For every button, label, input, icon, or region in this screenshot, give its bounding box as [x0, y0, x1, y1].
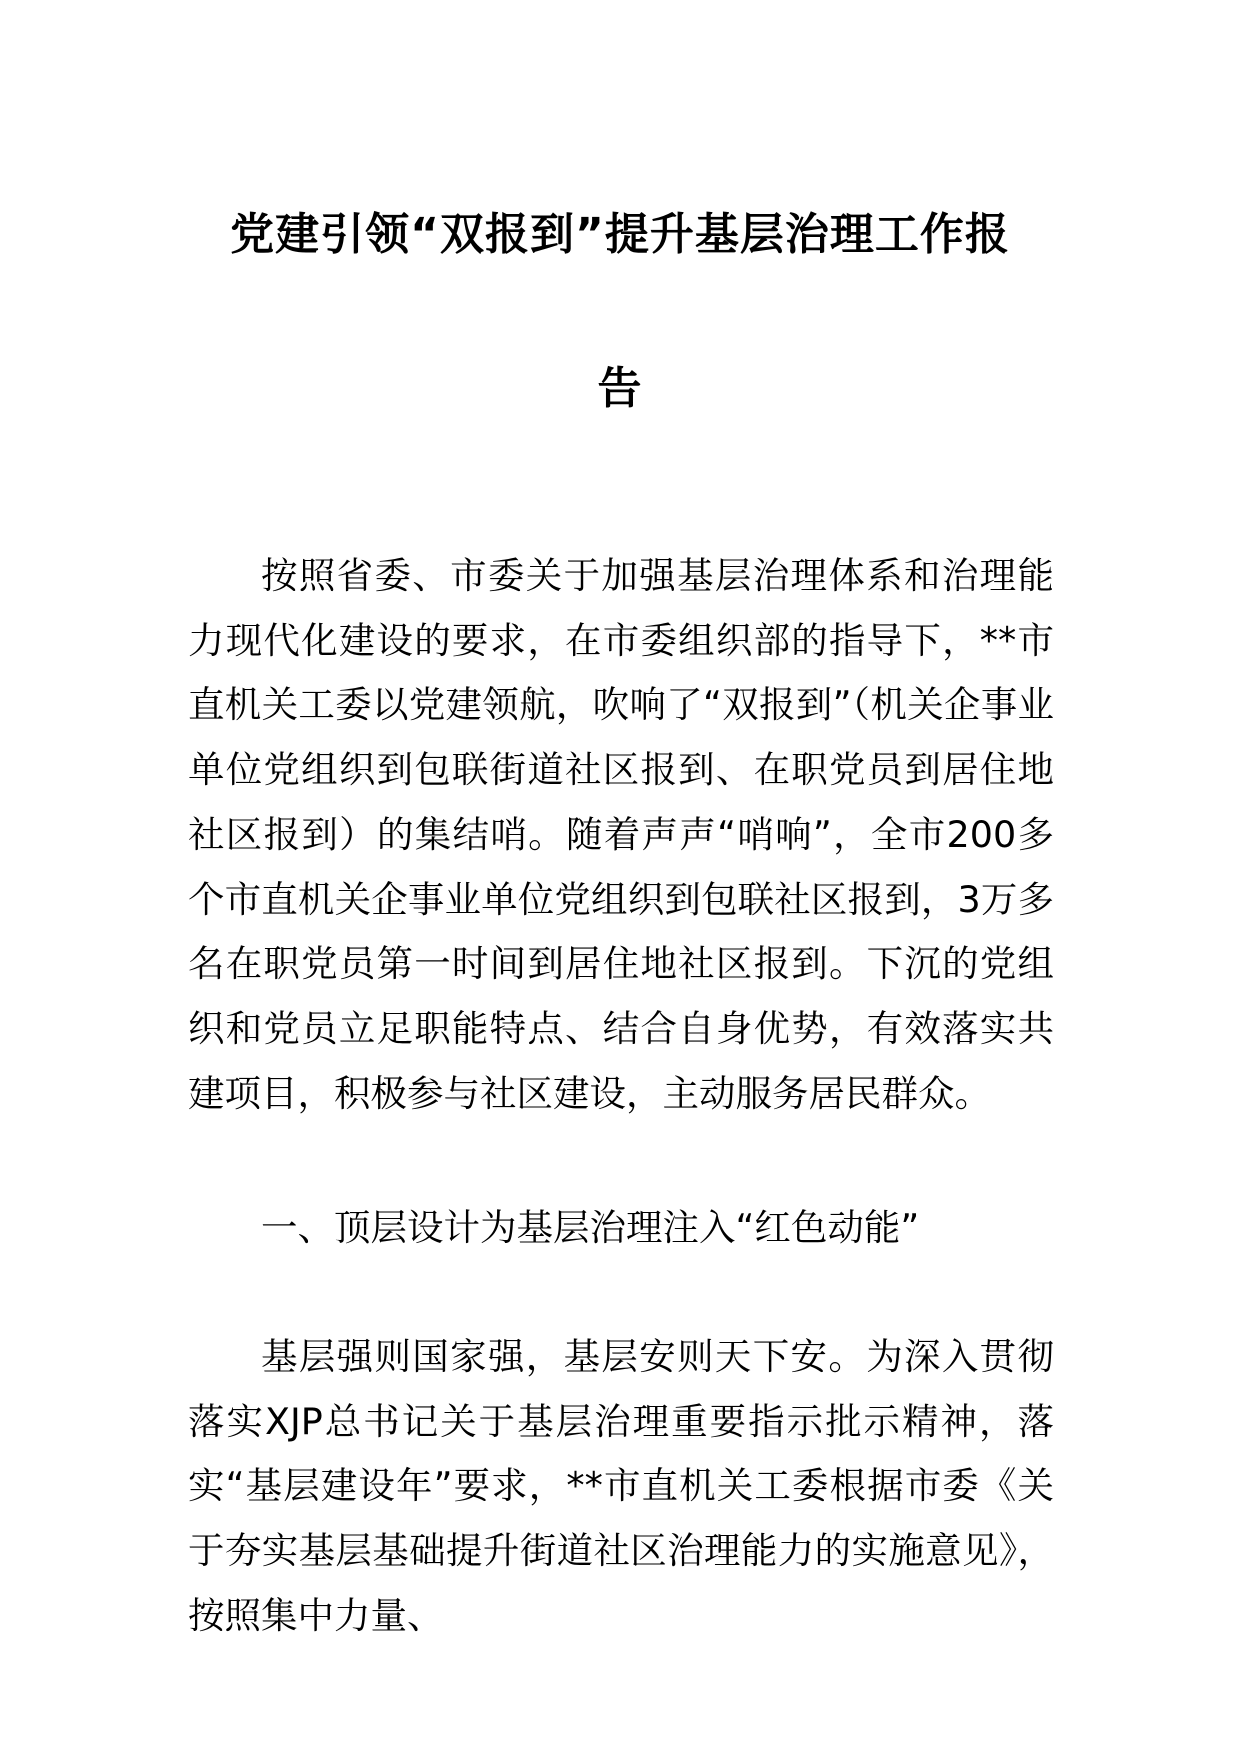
document-title-line-1: 党建引领“双报到”提升基层治理工作报: [230, 209, 1010, 260]
paragraph-intro-text: 按照省委、市委关于加强基层治理体系和治理能力现代化建设的要求，在市委组织部的指导下，**市直机关工委以党建领航，吹响了“双报到”（机关企事业单位党组织到包联街道社区报到、在职党员到居住地社区报到）的集结哨。随着声声“哨响”，全市200多个市直机关企事业单位党组织到包联社区报到，3万多名在职党员第一时间到居住地社区报到。下沉的党组织和党员立足职能特点、结合自身优势，有效落实共建项目，积极参与社区建设，主动服务居民群众。: [188, 554, 1054, 1115]
section-heading-1: [188, 1196, 1054, 1261]
paragraph-section-1-text: 基层强则国家强，基层安则天下安。为深入贯彻落实XJP总书记关于基层治理重要指示批示精神，落实“基层建设年”要求，**市直机关工委根据市委《关于夯实基层基础提升街道社区治理能力的实施意见》，按照集中力量、: [188, 1335, 1054, 1637]
section-heading-1-text: 一、顶层设计为基层治理注入“红色动能”: [261, 1206, 920, 1249]
paragraph-section-1: [188, 1325, 1054, 1649]
document-title-line-2: 告: [597, 363, 643, 414]
paragraph-intro: [188, 544, 1054, 1126]
